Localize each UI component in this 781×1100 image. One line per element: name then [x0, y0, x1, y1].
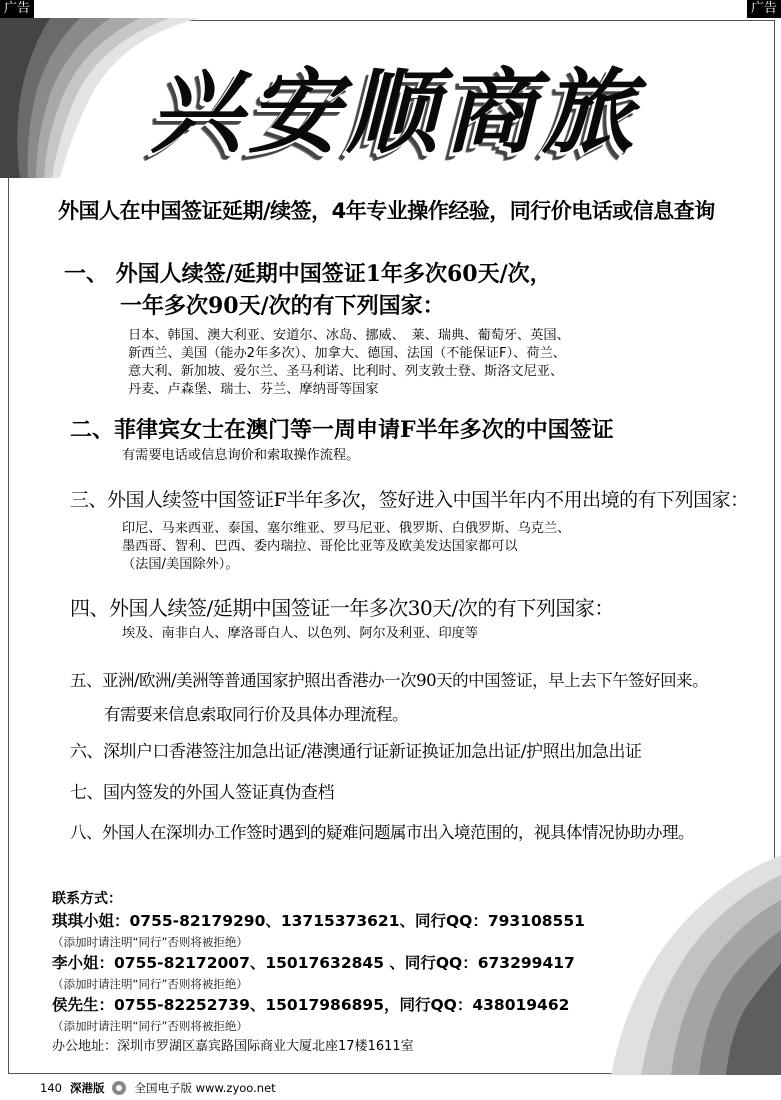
subtitle: 外国人在中国签证延期/续签，4年专业操作经验，同行价电话或信息查询	[58, 199, 715, 223]
section-3-heading: 三、外国人续签中国签证F半年多次，签好进入中国半年内不用出境的有下列国家：	[70, 489, 749, 511]
section-3-body-line: 印尼、马来西亚、泰国、塞尔维亚、罗马尼亚、俄罗斯、白俄罗斯、乌克兰、	[122, 521, 571, 536]
section-7-line: 七、国内签发的外国人签证真伪查档	[70, 783, 334, 803]
section-1-body-line: 丹麦、卢森堡、瑞士、芬兰、摩纳哥等国家	[128, 382, 379, 397]
contact-person-line: 李小姐：0755-82172007、15017632845 、同行QQ：673299417	[52, 954, 575, 972]
section-6-line: 六、深圳户口香港签注加急出证/港澳通行证新证换证加急出证/护照出加急出证	[70, 742, 642, 762]
page-footer	[40, 1080, 276, 1096]
section-4-body: 埃及、南非白人、摩洛哥白人、以色列、阿尔及利亚、印度等	[122, 626, 479, 641]
brand-title: 兴安顺商旅	[150, 59, 641, 166]
contact-block	[52, 888, 652, 1058]
section-3-body-line: （法国/美国除外）。	[122, 557, 239, 572]
section-1-heading-line2: 一年多次90天/次的有下列国家：	[120, 293, 445, 319]
page-number: 140	[40, 1081, 62, 1095]
section-8-line: 八、外国人在深圳办工作签时遇到的疑难问题属市出入境范围的，视具体情况协助办理。	[70, 823, 694, 842]
office-address: 办公地址：深圳市罗湖区嘉宾路国际商业大厦北座17楼1611室	[52, 1039, 414, 1054]
section-5-line2: 有需要来信息索取同行价及具体办理流程。	[104, 705, 408, 724]
contact-person-note: （添加时请注明“同行”否则将被拒绝）	[52, 1019, 248, 1033]
edition-label: 深港版	[69, 1081, 105, 1095]
contact-person-line: 琪琪小姐：0755-82179290、13715373621、同行QQ：793108551	[52, 912, 585, 930]
contact-person-line: 侯先生：0755-82252739、15017986895，同行QQ：438019462	[52, 996, 570, 1014]
contact-person-note: （添加时请注明“同行”否则将被拒绝）	[52, 977, 248, 991]
national-edition-label: 全国电子版 www.zyoo.net	[134, 1081, 276, 1095]
globe-icon	[112, 1081, 126, 1095]
ad-label-left: 广告	[0, 0, 34, 18]
section-1-body-line: 日本、韩国、澳大利亚、安道尔、冰岛、挪威、 莱、瑞典、葡萄牙、英国、	[128, 328, 570, 343]
section-3-body	[122, 520, 570, 574]
ad-label-right: 广告	[747, 0, 781, 18]
section-1-body-line: 意大利、新加坡、爱尔兰、圣马利诺、比利时、列支敦士登、斯洛文尼亚、	[128, 364, 564, 379]
contact-person-note: （添加时请注明“同行”否则将被拒绝）	[52, 935, 248, 949]
section-1-body-line: 新西兰、美国（能办2年多次）、加拿大、德国、法国（不能保证F）、荷兰、	[128, 346, 566, 361]
section-2-body: 有需要电话或信息询价和索取操作流程。	[122, 448, 360, 463]
section-4-heading: 四、外国人续签/延期中国签证一年多次30天/次的有下列国家：	[70, 596, 614, 620]
section-1-body	[128, 327, 570, 399]
section-2-heading: 二、菲律宾女士在澳门等一周申请F半年多次的中国签证	[70, 417, 614, 443]
section-5-line1: 五、亚洲/欧洲/美洲等普通国家护照出香港办一次90天的中国签证，早上去下午签好回来。	[70, 671, 709, 690]
section-1-heading-line1: 一、 外国人续签/延期中国签证1年多次60天/次，	[64, 261, 552, 287]
contact-heading: 联系方式：	[52, 891, 122, 907]
section-3-body-line: 墨西哥、智利、巴西、委内瑞拉、哥伦比亚等及欧美发达国家都可以	[122, 539, 518, 554]
